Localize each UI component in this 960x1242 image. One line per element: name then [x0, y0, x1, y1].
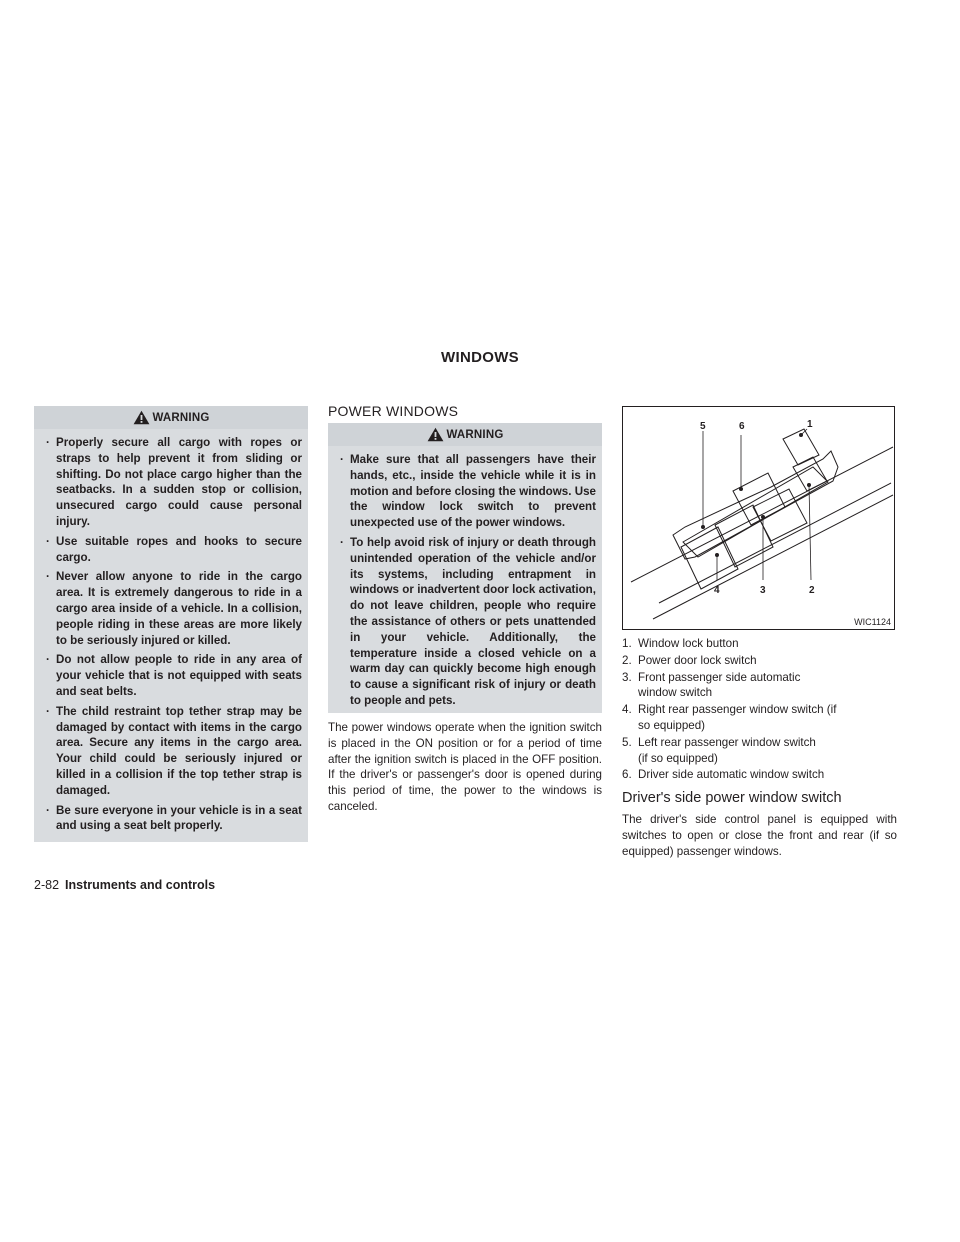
callout-5: 5 — [700, 421, 706, 432]
warning-icon — [133, 410, 150, 425]
warning-icon — [427, 427, 444, 442]
legend-item — [622, 636, 897, 652]
legend-text: Window lock button — [638, 637, 739, 650]
page-number: 2-82 — [34, 878, 60, 892]
window-switch-illustration — [623, 407, 895, 630]
warning-item: · Properly secure all cargo with ropes or straps to help prevent it from sliding or shifting. Do not place cargo higher than the seatbacks. In a sudden stop or collision, unsecured cargo could cause personal injury. — [46, 435, 302, 530]
section-title: WINDOWS — [441, 349, 519, 366]
figure-code: WIC1124 — [854, 617, 891, 627]
legend-text: Driver side automatic window switch — [638, 768, 825, 782]
legend-text: Left rear passenger window switch (if so equipped) — [638, 735, 816, 765]
legend-text: Right rear passenger window switch (if so equipped) — [638, 703, 837, 732]
warning-item: · Be sure everyone in your vehicle is in a seat and using a seat belt properly. — [46, 803, 302, 835]
legend-number: 3. — [622, 670, 632, 684]
cargo-warning-box — [34, 406, 308, 842]
chapter-title: Instruments and controls — [65, 878, 216, 892]
warning-item: · Make sure that all passengers have their hands, etc., inside the vehicle while it is in motion and before closing the windows. Use the window lock switch to prevent unexpected use of the power windows. — [340, 452, 596, 531]
legend-text: Front passenger side automatic window switch — [638, 670, 801, 700]
power-windows-warning-list — [328, 446, 602, 717]
warning-item: · To help avoid risk of injury or death through unintended operation of the vehicle and/or its systems, including entrapment in windows or inadvertent door lock activation, do not leave children, people who require the assistance of others or pets unattended in your vehicle. Additionally, the temperature inside a closed vehicle on a warm day can quickly become high enough to cause a significant risk of injury or death to people and pets. — [340, 535, 596, 709]
cargo-warning-list — [34, 429, 308, 842]
callout-1: 1 — [807, 419, 813, 430]
warning-item: · Do not allow people to ride in any area of your vehicle that is not equipped with seats and seat belts. — [46, 652, 302, 699]
warning-item: · Use suitable ropes and hooks to secure cargo. — [46, 534, 302, 566]
callout-3: 3 — [760, 585, 766, 596]
warning-label: WARNING — [152, 411, 210, 424]
legend-item — [622, 670, 897, 702]
drivers-switch-heading: Driver's side power window switch — [622, 790, 842, 806]
warning-header — [328, 423, 602, 446]
legend-text: Power door lock switch — [638, 653, 757, 667]
figure-legend — [622, 636, 897, 784]
warning-item: · Never allow anyone to ride in the cargo area. It is extremely dangerous to ride in a cargo area inside of a vehicle. In a collision, people riding in these areas are more likely to be seriously injured or killed. — [46, 569, 302, 648]
power-windows-warning-box — [328, 423, 602, 713]
legend-item — [622, 735, 897, 767]
window-switch-figure — [622, 406, 895, 630]
power-windows-heading: POWER WINDOWS — [328, 403, 459, 419]
legend-number: 1. — [622, 637, 632, 650]
legend-item — [622, 653, 897, 669]
warning-label: WARNING — [446, 428, 504, 441]
legend-number: 6. — [622, 768, 632, 782]
callout-2: 2 — [809, 585, 815, 596]
legend-item — [622, 702, 897, 734]
callout-6: 6 — [739, 421, 745, 432]
page-footer — [34, 878, 215, 892]
warning-item: · The child restraint top tether strap may be damaged by contact with items in the cargo area. Secure any items in the cargo area. Your child could be seriously injured or killed in a collision if the top tether strap is damaged. — [46, 704, 302, 799]
legend-number: 5. — [622, 735, 632, 749]
legend-number: 4. — [622, 703, 632, 717]
legend-item — [622, 767, 897, 783]
legend-number: 2. — [622, 653, 632, 667]
callout-4: 4 — [714, 585, 720, 596]
warning-header — [34, 406, 308, 429]
power-windows-body: The power windows operate when the ignition switch is placed in the ON position or for a period of time after the ignition switch is placed in the OFF position. If the driver's or passenger's door is opened during this period of time, the power to the windows is canceled. — [328, 721, 602, 813]
drivers-switch-body: The driver's side control panel is equipped with switches to open or close the front and rear (if so equipped) passenger windows. — [622, 813, 897, 858]
